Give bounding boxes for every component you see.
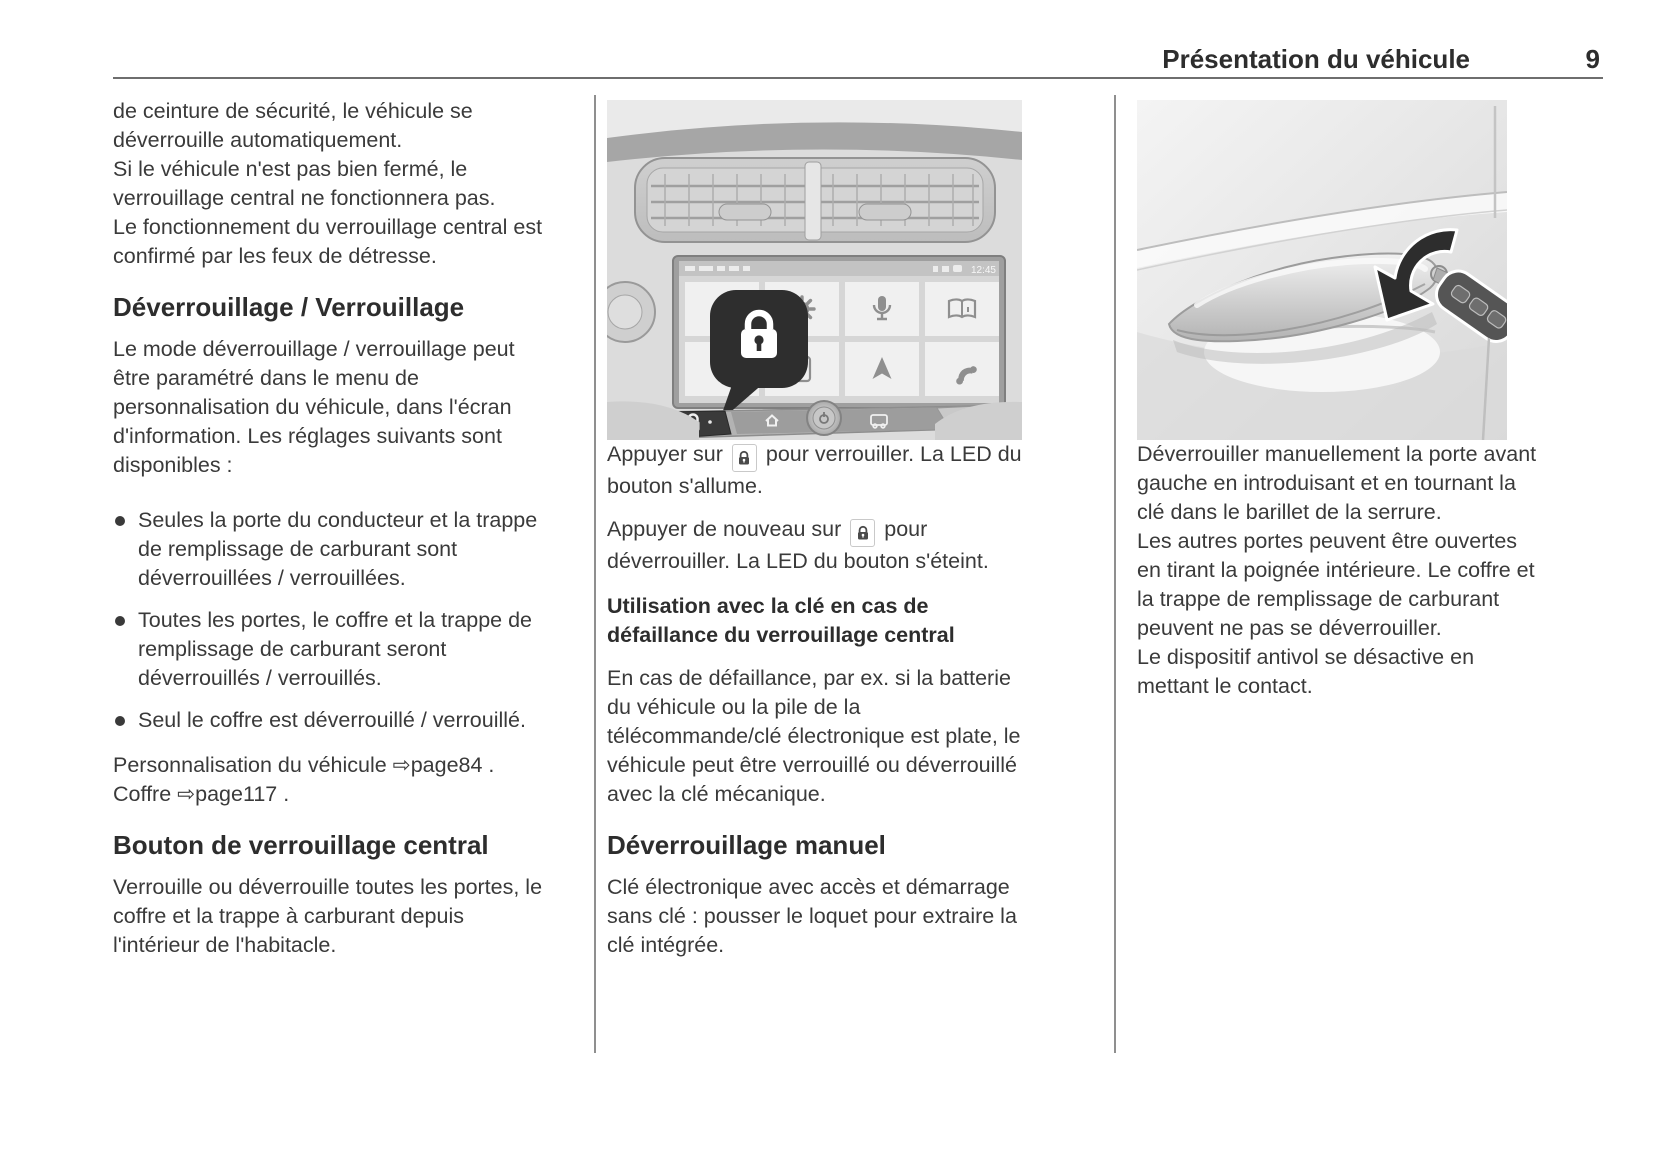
manual-unlock-paragraph: Clé électronique avec accès et démarrage sans clé : pousser le loquet pour extraire la clé intégrée. xyxy=(607,875,1017,957)
right-line: Les autres portes peuvent être ouvertes en tirant la poignée intérieure. Le coffre et la trappe de remplissage de carburant peuvent ne pas se déverrouiller. xyxy=(1137,529,1535,640)
key-failure-paragraph: En cas de défaillance, par ex. si la batterie du véhicule ou la pile de la télécommande/clé électronique est plate, le véhicule peut être verrouillé ou déverrouillé avec la clé mécanique. xyxy=(607,666,1021,806)
cross-reference-personalisation: Personnalisation du véhicule ⇨page84 . xyxy=(113,753,495,777)
page-title: Présentation du véhicule xyxy=(1162,44,1470,74)
unlock-options-list xyxy=(113,506,550,735)
column-divider-right xyxy=(1114,95,1116,1053)
manual-door-unlock-block xyxy=(1137,440,1540,701)
door-handle-illustration xyxy=(1137,100,1507,440)
page-number: 9 xyxy=(1585,44,1600,74)
press-to-unlock-paragraph xyxy=(607,515,1030,576)
central-button-paragraph: Verrouille ou déverrouille toutes les portes, le coffre et la trappe à carburant depuis l'intérieur de l'habitacle. xyxy=(113,875,543,957)
header-rule xyxy=(113,77,1603,79)
power-volume-knob xyxy=(807,401,841,435)
button-led xyxy=(708,420,712,424)
headlight-switch-knob xyxy=(607,282,655,342)
status-bar xyxy=(679,261,999,276)
press-unlock-text-after: pour déverrouiller. La LED du bouton s'éteint. xyxy=(607,517,989,573)
door-handle-figure xyxy=(1137,100,1540,440)
cross-references xyxy=(113,751,550,809)
dashboard-figure xyxy=(607,100,1030,440)
list-item: Seules la porte du conducteur et la trappe de remplissage de carburant sont déverrouillées / verrouillées. xyxy=(113,506,550,593)
intro-line: de ceinture de sécurité, le véhicule se déverrouille automatiquement. xyxy=(113,99,473,152)
middle-column xyxy=(607,97,1030,974)
intro-block xyxy=(113,97,550,271)
dashboard-illustration xyxy=(607,100,1022,440)
list-item: Seul le coffre est déverrouillé / verrouillé. xyxy=(113,706,550,735)
column-divider-left xyxy=(594,95,596,1053)
intro-line: Si le véhicule n'est pas bien fermé, le verrouillage central ne fonctionnera pas. xyxy=(113,157,496,210)
manual-unlock-heading: Déverrouillage manuel xyxy=(607,830,886,860)
press-lock-text-after: pour verrouiller. La LED du bouton s'allume. xyxy=(607,442,1022,498)
press-lock-text-before: Appuyer sur xyxy=(607,442,723,466)
cross-reference-coffre: Coffre ⇨page117 . xyxy=(113,782,290,806)
right-line: Déverrouiller manuellement la porte avant gauche en introduisant et en tournant la clé dans le barillet de la serrure. xyxy=(1137,442,1537,524)
right-line: Le dispositif antivol se désactive en mettant le contact. xyxy=(1137,645,1475,698)
press-to-lock-paragraph xyxy=(607,440,1030,501)
key-failure-subheading: Utilisation avec la clé en cas de défaillance du verrouillage central xyxy=(607,594,955,647)
section-heading-central-button: Bouton de verrouillage central xyxy=(113,830,489,860)
right-column xyxy=(1137,97,1540,701)
unlock-intro-paragraph: Le mode déverrouillage / verrouillage peut être paramétré dans le menu de personnalisation du véhicule, dans l'écran d'information. Les réglages suivants sont disponibles : xyxy=(113,337,515,477)
lock-key-icon xyxy=(850,519,875,547)
intro-line: Le fonctionnement du verrouillage central est confirmé par les feux de détresse. xyxy=(113,215,543,268)
status-time: 12:45 xyxy=(970,265,996,276)
lock-key-icon xyxy=(732,444,757,472)
press-unlock-text-before: Appuyer de nouveau sur xyxy=(607,517,842,541)
air-vent xyxy=(635,158,995,242)
section-heading-unlock: Déverrouillage / Verrouillage xyxy=(113,292,465,322)
status-right-icons xyxy=(933,265,962,272)
left-column xyxy=(113,97,550,974)
list-item: Toutes les portes, le coffre et la trappe de remplissage de carburant seront déverrouillés / verrouillés. xyxy=(113,606,550,693)
